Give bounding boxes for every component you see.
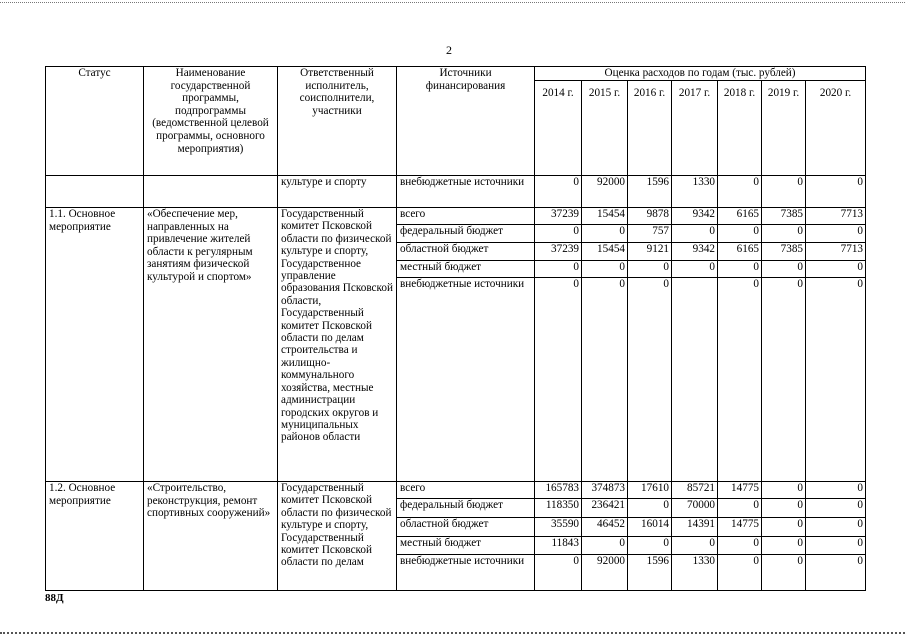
- value-cell: 0: [806, 499, 866, 518]
- value-cell: 7713: [806, 208, 866, 225]
- value-cell: 9878: [628, 208, 672, 225]
- value-cell: 1330: [672, 176, 718, 208]
- value-cell: 92000: [582, 176, 628, 208]
- status-cell: 1.2. Основное мероприятие: [46, 482, 144, 591]
- source-cell: внебюджетные источники: [397, 278, 535, 482]
- value-cell: 0: [762, 261, 806, 278]
- value-cell: 0: [762, 225, 806, 243]
- value-cell: 0: [628, 278, 672, 482]
- value-cell: 118350: [535, 499, 582, 518]
- value-cell: 0: [718, 499, 762, 518]
- value-cell: 0: [582, 225, 628, 243]
- value-cell: 14391: [672, 518, 718, 537]
- value-cell: 85721: [672, 482, 718, 499]
- value-cell: 9121: [628, 243, 672, 261]
- responsible-cell: Государственный комитет Псковской области по физической культуре и спорту, Государственный комитет Псковской области по делам: [278, 482, 397, 591]
- value-cell: 0: [535, 278, 582, 482]
- table-row: [46, 208, 866, 225]
- value-cell: 7713: [806, 243, 866, 261]
- value-cell: 0: [806, 518, 866, 537]
- value-cell: 165783: [535, 482, 582, 499]
- value-cell: 9342: [672, 243, 718, 261]
- responsible-cell: культуре и спорту: [278, 176, 397, 208]
- value-cell: 14775: [718, 518, 762, 537]
- value-cell: 0: [582, 537, 628, 555]
- name-cell: [144, 176, 278, 208]
- table-row: [46, 482, 866, 499]
- source-cell: внебюджетные источники: [397, 176, 535, 208]
- value-cell: 0: [806, 225, 866, 243]
- source-cell: всего: [397, 482, 535, 499]
- value-cell: 6165: [718, 243, 762, 261]
- name-cell: «Обеспечение мер, направленных на привлечение жителей области к регулярным занятиям физической культурой и спортом»: [144, 208, 278, 482]
- value-cell: 0: [535, 261, 582, 278]
- value-cell: 0: [762, 278, 806, 482]
- budget-table: [45, 66, 866, 591]
- table-row: [46, 176, 866, 208]
- header-year: 2019 г.: [762, 81, 806, 176]
- value-cell: 0: [806, 278, 866, 482]
- value-cell: 0: [628, 499, 672, 518]
- header-row: [46, 67, 866, 81]
- value-cell: 0: [718, 225, 762, 243]
- header-year: 2016 г.: [628, 81, 672, 176]
- value-cell: 0: [762, 537, 806, 555]
- value-cell: 1330: [672, 555, 718, 591]
- status-cell: 1.1. Основное мероприятие: [46, 208, 144, 482]
- value-cell: 0: [582, 261, 628, 278]
- source-cell: местный бюджет: [397, 261, 535, 278]
- status-cell: [46, 176, 144, 208]
- source-cell: областной бюджет: [397, 518, 535, 537]
- value-cell: 37239: [535, 208, 582, 225]
- value-cell: 0: [535, 176, 582, 208]
- value-cell: 757: [628, 225, 672, 243]
- value-cell: 37239: [535, 243, 582, 261]
- value-cell: 374873: [582, 482, 628, 499]
- value-cell: 70000: [672, 499, 718, 518]
- value-cell: 0: [806, 176, 866, 208]
- value-cell: 0: [718, 261, 762, 278]
- value-cell: 0: [718, 278, 762, 482]
- value-cell: 0: [762, 482, 806, 499]
- value-cell: 0: [535, 555, 582, 591]
- header-year: 2014 г.: [535, 81, 582, 176]
- value-cell: [672, 278, 718, 482]
- header-year: 2015 г.: [582, 81, 628, 176]
- source-cell: местный бюджет: [397, 537, 535, 555]
- value-cell: 0: [762, 176, 806, 208]
- value-cell: 0: [806, 261, 866, 278]
- header-year: 2017 г.: [672, 81, 718, 176]
- page-number: 2: [446, 43, 452, 57]
- value-cell: 0: [672, 261, 718, 278]
- header-year: 2020 г.: [806, 81, 866, 176]
- value-cell: 7385: [762, 243, 806, 261]
- value-cell: 0: [718, 555, 762, 591]
- header-year: 2018 г.: [718, 81, 762, 176]
- source-cell: внебюджетные источники: [397, 555, 535, 591]
- header-sources: Источники финансирования: [397, 67, 535, 176]
- value-cell: 1596: [628, 176, 672, 208]
- value-cell: 46452: [582, 518, 628, 537]
- header-responsible: Ответственный исполнитель, соисполнители, участники: [278, 67, 397, 176]
- value-cell: 0: [762, 518, 806, 537]
- value-cell: 9342: [672, 208, 718, 225]
- source-cell: федеральный бюджет: [397, 225, 535, 243]
- source-cell: областной бюджет: [397, 243, 535, 261]
- value-cell: 1596: [628, 555, 672, 591]
- value-cell: 16014: [628, 518, 672, 537]
- value-cell: 0: [628, 261, 672, 278]
- value-cell: 0: [762, 555, 806, 591]
- value-cell: 0: [718, 176, 762, 208]
- document-code: 88Д: [45, 592, 64, 604]
- value-cell: 0: [806, 482, 866, 499]
- value-cell: 0: [628, 537, 672, 555]
- name-cell: «Строительство, реконструкция, ремонт спортивных сооружений»: [144, 482, 278, 591]
- value-cell: 17610: [628, 482, 672, 499]
- value-cell: 15454: [582, 208, 628, 225]
- value-cell: 0: [806, 537, 866, 555]
- scan-edge-bottom: [0, 632, 905, 634]
- value-cell: 92000: [582, 555, 628, 591]
- header-name: Наименование государственной программы, подпрограммы (ведомственной целевой программы, основного мероприятия): [144, 67, 278, 176]
- value-cell: 0: [762, 499, 806, 518]
- value-cell: 0: [535, 225, 582, 243]
- responsible-cell: Государственный комитет Псковской области по физической культуре и спорту, Государственное управление образования Псковской области, Государственный комитет Псковской области по делам строительства и жилищно-коммунального хозяйства, местные администрации городских округов и муниципальных районов области: [278, 208, 397, 482]
- value-cell: 7385: [762, 208, 806, 225]
- source-cell: федеральный бюджет: [397, 499, 535, 518]
- value-cell: 236421: [582, 499, 628, 518]
- header-estimate: Оценка расходов по годам (тыс. рублей): [535, 67, 866, 81]
- value-cell: 0: [672, 537, 718, 555]
- header-status: Статус: [46, 67, 144, 176]
- value-cell: 35590: [535, 518, 582, 537]
- scan-edge-top: [0, 2, 905, 3]
- value-cell: 0: [672, 225, 718, 243]
- value-cell: 14775: [718, 482, 762, 499]
- value-cell: 0: [718, 537, 762, 555]
- value-cell: 11843: [535, 537, 582, 555]
- value-cell: 15454: [582, 243, 628, 261]
- source-cell: всего: [397, 208, 535, 225]
- value-cell: 6165: [718, 208, 762, 225]
- value-cell: 0: [582, 278, 628, 482]
- value-cell: 0: [806, 555, 866, 591]
